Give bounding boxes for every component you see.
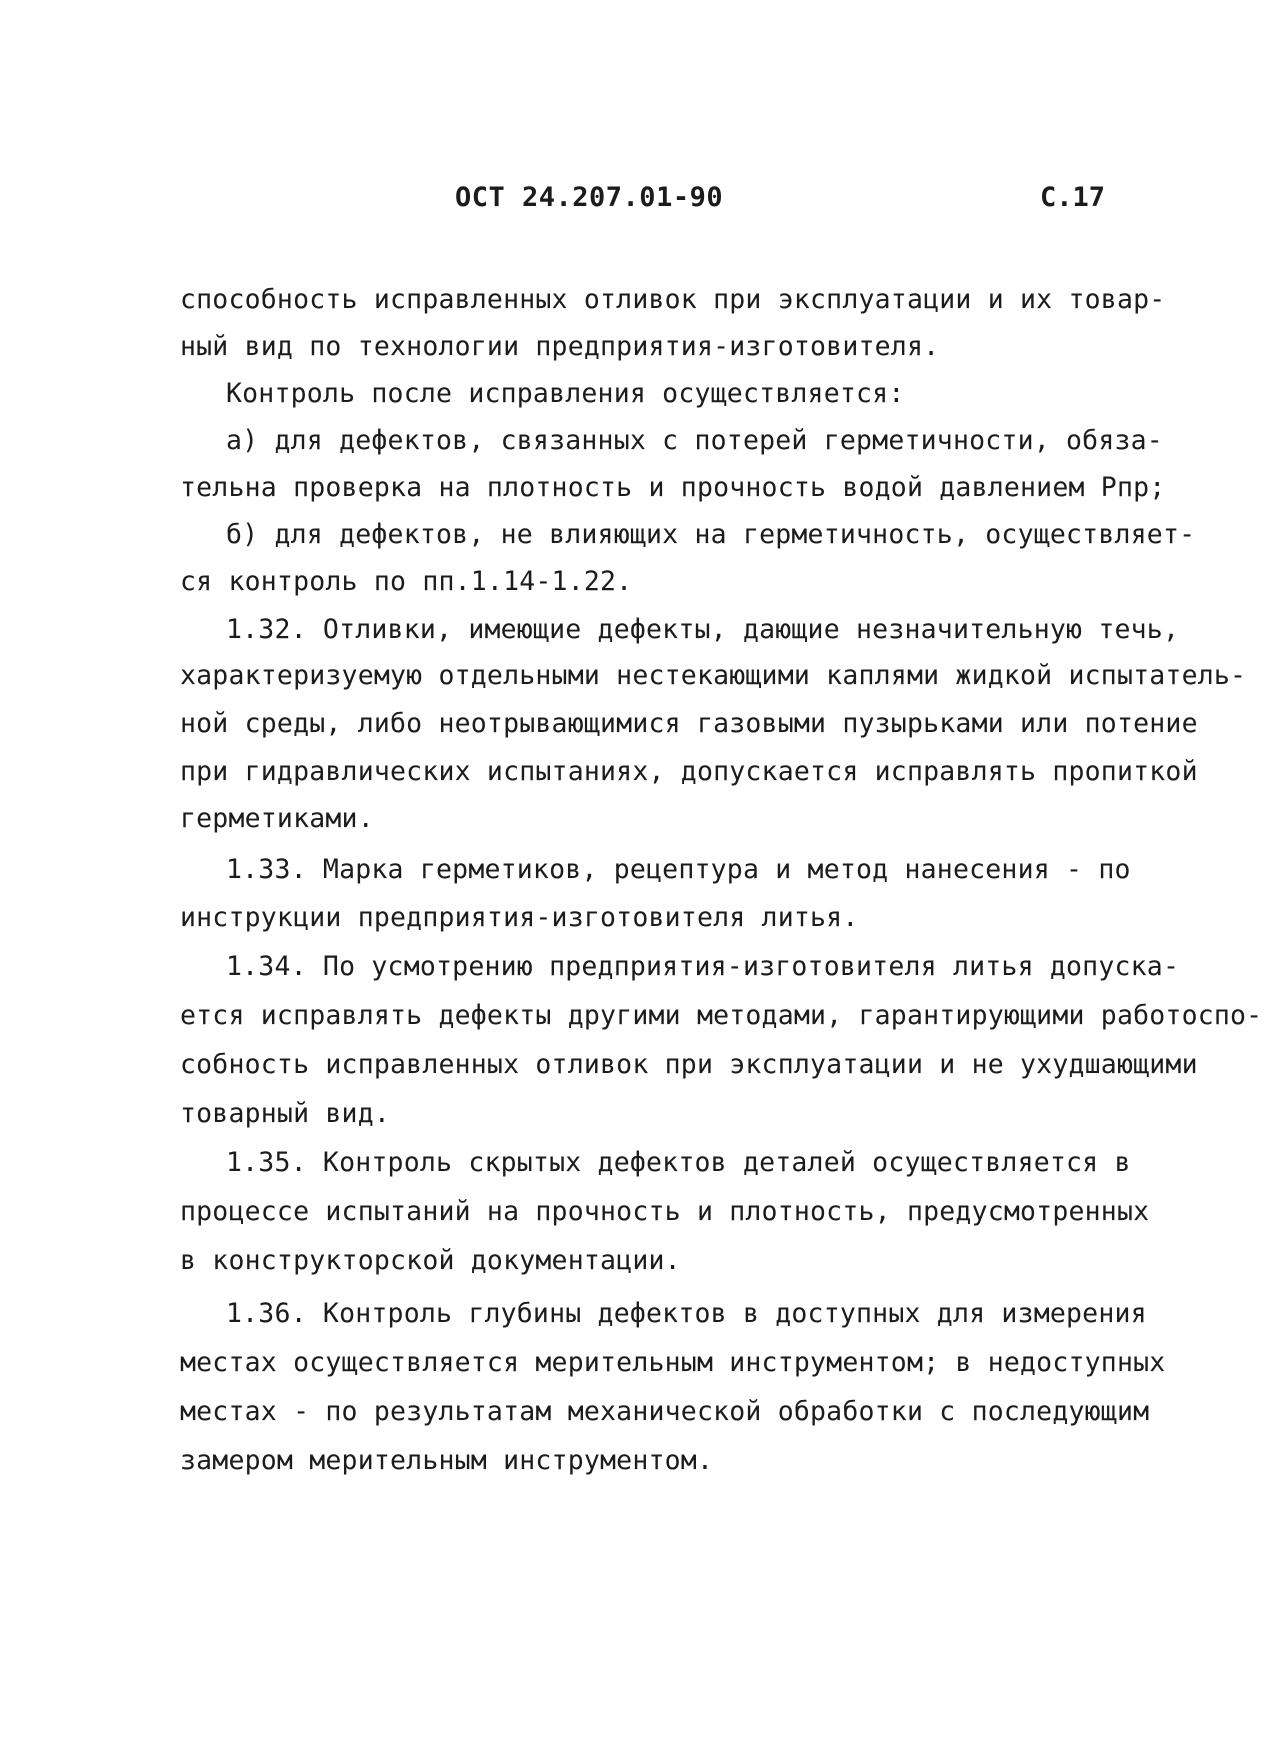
text-line: а) для дефектов, связанных с потерей герметичности, обяза- [226,425,1163,456]
page-number: С.17 [1040,182,1106,213]
text-line: процессе испытаний на прочность и плотность, предусмотренных [180,1196,1150,1227]
text-line: ся контроль по пп.1.14-1.22. [180,566,633,597]
document-code: ОСТ 24.207.01-90 [455,182,724,213]
text-line: 1.36. Контроль глубины дефектов в доступных для измерения [226,1298,1147,1329]
page-header [0,182,1265,222]
text-line: в конструкторской документации. [180,1245,681,1276]
text-line: ной среды, либо неотрывающимися газовыми пузырьками или потение [180,708,1198,739]
text-line: 1.33. Марка герметиков, рецептура и метод нанесения - по [226,854,1131,885]
text-line: ется исправлять дефекты другими методами, гарантирующими работоспо- [180,1000,1263,1031]
text-line: Контроль после исправления осуществляется: [226,378,905,409]
text-line: 1.32. Отливки, имеющие дефекты, дающие незначительную течь, [226,614,1180,645]
text-line: товарный вид. [180,1098,391,1129]
text-line: способность исправленных отливок при эксплуатации и их товар- [180,284,1166,315]
text-line: б) для дефектов, не влияющих на герметичность, осуществляет- [226,519,1196,550]
text-line: 1.35. Контроль скрытых дефектов деталей осуществляется в [226,1147,1131,1178]
text-line: местах - по результатам механической обработки с последующим [180,1396,1150,1427]
text-line: ный вид по технологии предприятия-изготовителя. [180,331,940,362]
text-line: герметиками. [180,803,374,834]
text-line: 1.34. По усмотрению предприятия-изготовителя литья допуска- [226,951,1180,982]
text-line: при гидравлических испытаниях, допускается исправлять пропиткой [180,756,1198,787]
text-line: замером мерительным инструментом. [180,1445,714,1476]
text-line: характеризуемую отдельными нестекающими каплями жидкой испытатель- [180,660,1247,691]
text-line: местах осуществляется мерительным инструментом; в недоступных [180,1347,1166,1378]
text-line: инструкции предприятия-изготовителя литья. [180,902,859,933]
text-line: собность исправленных отливок при эксплуатации и не ухудшающими [180,1049,1198,1080]
text-line: тельна проверка на плотность и прочность водой давлением Рпр; [180,472,1166,503]
